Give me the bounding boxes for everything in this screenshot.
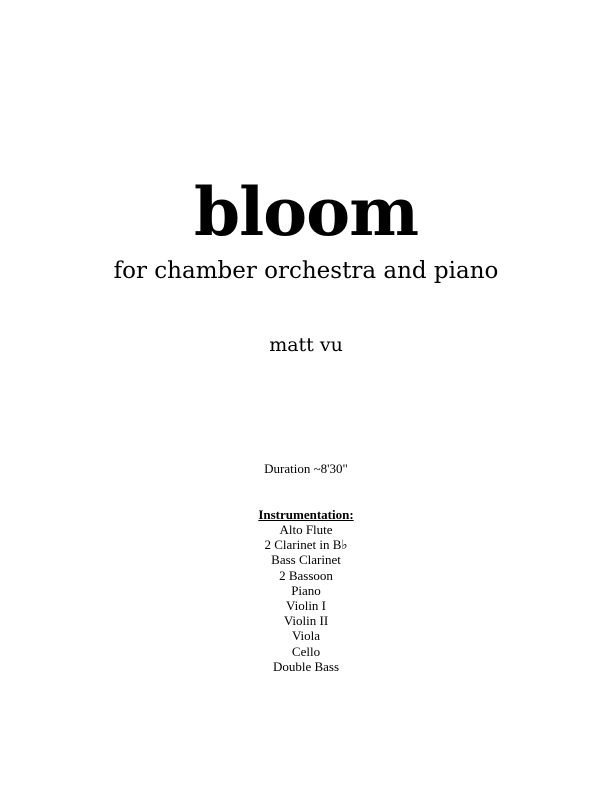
instrumentation-section (0, 507, 612, 674)
instrument-item: Double Bass (272, 658, 340, 674)
instrument-item: 2 Bassoon (279, 567, 333, 583)
piece-title: bloom (193, 173, 419, 251)
instrument-item: Piano (291, 582, 321, 598)
composer-name: matt vu (269, 334, 343, 356)
instrument-list (0, 522, 612, 674)
instrument-item: Bass Clarinet (271, 552, 341, 568)
instrument-item: Cello (291, 643, 321, 659)
duration-text: Duration ~8'30" (264, 461, 348, 476)
instrument-item: Viola (291, 628, 321, 644)
instrument-item: Violin II (283, 613, 329, 629)
instrumentation-heading: Instrumentation: (258, 507, 354, 522)
piece-subtitle: for chamber orchestra and piano (113, 258, 499, 284)
instrument-item: Alto Flute (279, 522, 333, 537)
instrument-item: 2 Clarinet in B♭ (264, 537, 348, 553)
instrument-item: Violin I (285, 598, 327, 614)
